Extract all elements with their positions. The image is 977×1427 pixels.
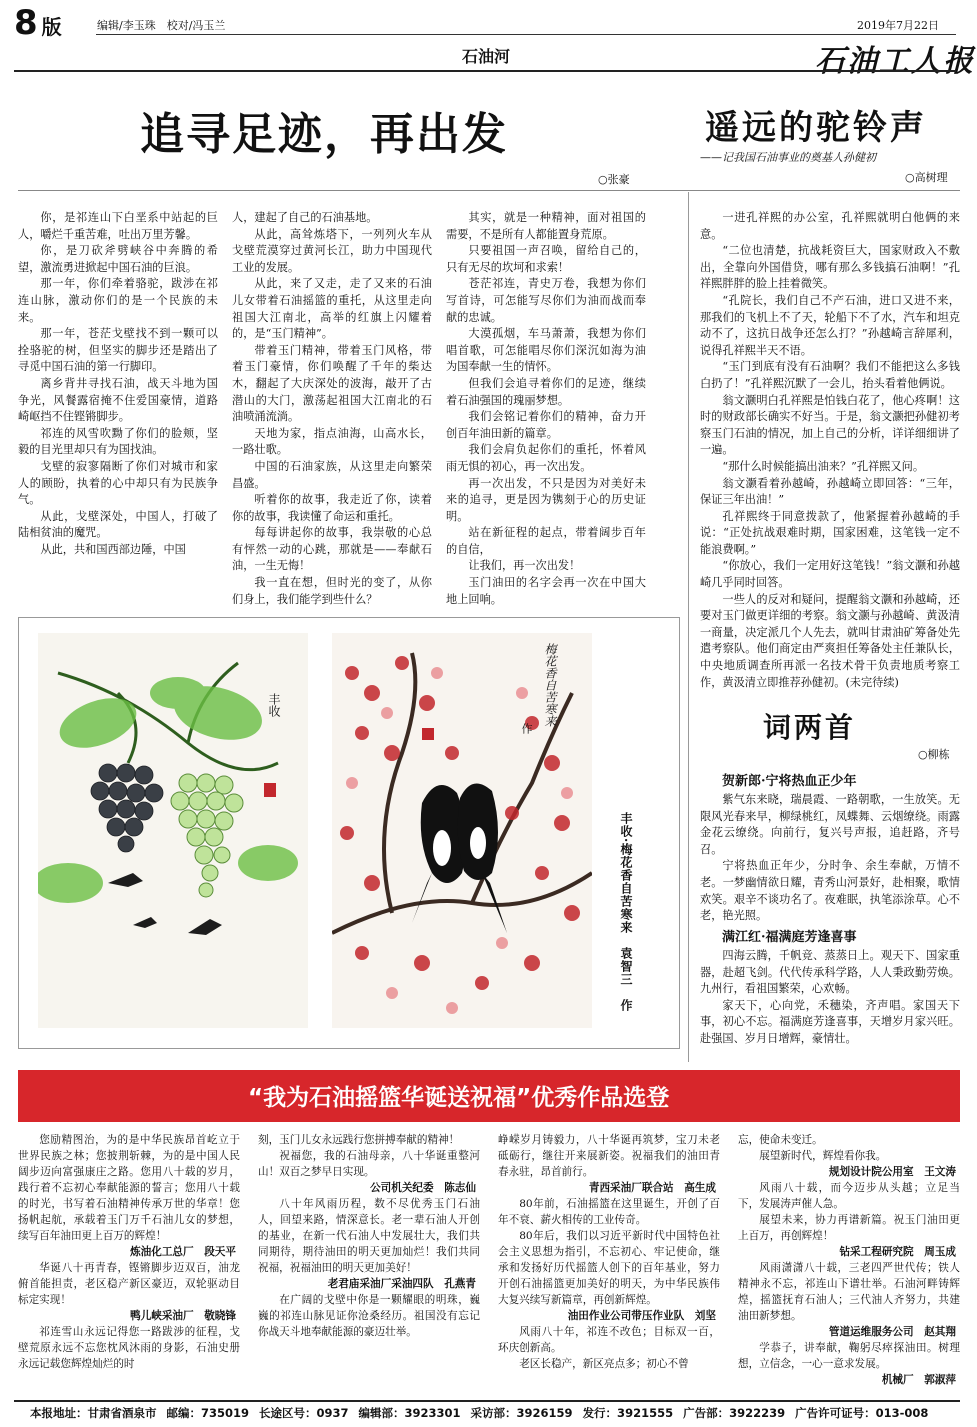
page-number	[14, 4, 62, 42]
greeting-paragraph: 刻，玉门儿女永远践行您拼搏奉献的精神！	[258, 1134, 460, 1146]
article1-paragraph: 我们会肩负起你们的重托，怀着风雨无惧的初心，再一次出发。	[446, 443, 646, 473]
greeting-paragraph: 峥嵘岁月铸毅力，八十华诞再筑梦，宝刀未老砥砺行，继往开来展新姿。祝福我们的油田青春永驻，昂首前行。	[498, 1134, 720, 1178]
plum-painting	[332, 633, 592, 1028]
poems-author: ○柳栋	[918, 748, 950, 761]
greetings-column-2	[258, 1132, 480, 1340]
column-divider	[688, 192, 689, 1062]
poem2-title: 满江红·福满庭芳逢喜事	[722, 930, 857, 945]
article2-title: 遥远的驼铃声	[705, 108, 927, 148]
poem2-stanza: 家天下，心向党，禾穗染，齐声唱。家国天下事，初心不忘。福满庭芳逢喜事，天增岁月家兴旺。赴强国、岁月日增辉，豪情壮。	[700, 998, 960, 1045]
article1-paragraph: 中国的石油家族，从这里走向繁荣昌盛。	[232, 459, 432, 490]
article1-paragraph: 从此，高耸炼塔下，一列列火车从戈壁荒漠穿过黄河长江，助力中国现代工业的发展。	[232, 227, 432, 274]
article2-paragraph: 翁文灏明白孔祥熙是怕钱白花了，他心疼啊！这时的财政部长确实不好当。于是，翁文灏把孙健初考察玉门石油的情况，加上自己的分析，详详细细讲了一遍。	[700, 393, 960, 457]
greeting-signature: 鸭儿峡采油厂 敬晓锋	[130, 1310, 236, 1322]
article1-col2-continuation: 人，建起了自己的石油基地。	[232, 211, 378, 224]
paintings-caption: 丰收·梅花香自苦寒来 袁智三 作	[619, 812, 633, 1013]
article1-column-3	[446, 210, 646, 608]
editor-credits: 编辑/李玉珠 校对/冯玉兰	[97, 19, 226, 32]
footer-item: 长途区号：0937	[259, 1406, 349, 1420]
greeting-signature: 规划设计院公用室 王文涛	[828, 1166, 956, 1178]
article1-paragraph: 带着玉门精神，带着玉门风格，带着玉门豪情，你们唤醒了千年的柴达木，翻起了大庆深处的波海，敲开了古潜山的大门，激荡起祖国大江南北的石油喷涌流淌。	[232, 343, 432, 424]
article-top-rule	[18, 190, 960, 191]
greeting-signature: 公司机关纪委 陈志仙	[370, 1182, 476, 1194]
greeting-paragraph: 您励精图治，为的是中华民族昂首屹立于世界民族之林；您披荆斩棘，为的是中国人民阔步迈向富强康庄之路。您用八十载的岁月，践行着不忘初心奉献能源的誓言；您用八十载的时光，书写着石油精神传承万世的华章！您扬帆起航，承载着玉门万千石油儿女的梦想，续写百年油田更上百万的辉煌！	[18, 1134, 240, 1242]
article1-author: ○张豪	[598, 173, 630, 186]
poem1-stanza: 紫气东来晓，瑞晨霞、一路朝歌，一生放笑。无限风光春来早，柳绿桃红，凤蝶舞、云烟缭绕。雨露金花云缭绕。向前行，复兴号声报，追赶路，齐号召。	[700, 793, 960, 856]
greeting-paragraph: 风雨潇潇八十载，三老四严世代传；铁人精神永不忘，祁连山下谱壮举。石油河畔铸辉煌，摇篮抚育石油人；三代油人齐努力，共建油田新梦想。	[738, 1262, 960, 1322]
footer-item: 发行：3921555	[582, 1406, 674, 1420]
grape-painting	[38, 633, 308, 1028]
greeting-signature: 机械厂 郭淑萍	[881, 1374, 956, 1386]
footer-item: 编辑部：3923301	[358, 1406, 461, 1420]
article1-paragraph: 每每讲起你的故事，我崇敬的心总有怦然一动的心跳，那就是——奉献石油，一生无悔！	[232, 526, 432, 573]
footer-item: 采访部：3926159	[470, 1406, 573, 1420]
greetings-column-1	[18, 1132, 240, 1372]
plum-seal	[422, 728, 434, 740]
greeting-paragraph: 华诞八十再青春，铿锵脚步迈双百，油龙俯首能担责，老区稳产新区豪迈，双轮驱动目标定实现！	[18, 1262, 240, 1306]
greeting-paragraph: 展望新时代，辉煌看你我。	[759, 1150, 887, 1162]
article1-paragraph: 听着你的故事，我走近了你，读着你的故事，我读懂了命运和重托。	[232, 493, 432, 523]
plum-inscription-date: 作	[520, 723, 533, 734]
footer-info	[30, 1405, 960, 1421]
article1-paragraph: 天地为家，指点油海，山高水长，一路壮歌。	[232, 426, 432, 457]
article2-paragraph: 一进孔祥熙的办公室，孔祥熙就明白他俩的来意。	[700, 211, 960, 241]
footer-item: 广告许可证号：013-008	[795, 1406, 929, 1420]
article1-paragraph: 你，是祁连山下白垩系中站起的巨人，嚼烂千重苦难，吐出万里芳馨。	[18, 211, 218, 241]
article1-paragraph: 站在新征程的起点，带着阔步百年的自信，	[446, 526, 646, 556]
article1-paragraph: 再一次出发，不只是因为对美好未来的追寻，更是因为镌刻于心的历史证明。	[446, 476, 646, 523]
article1-paragraph: 其实，就是一种精神，面对祖国的需要，不是所有人都能置身荒原。	[446, 211, 646, 241]
footer-item: 广告部：3922239	[683, 1406, 786, 1420]
greeting-paragraph: 祝福您，我的石油母亲，八十华诞重整河山！双百之梦早日实现。	[258, 1150, 480, 1178]
article1-paragraph: 你，是刀砍斧劈峡谷中奔腾的希望，激流勇进掀起中国石油的巨浪。	[18, 244, 218, 274]
article1-column-2	[232, 210, 432, 608]
greeting-paragraph: 老区长稳产，新区亮点多；初心不曾	[519, 1358, 689, 1370]
article1-paragraph: 玉门油田的名字会再一次在中国大地上回响。	[446, 576, 646, 606]
article1-paragraph: 那一年，苍茫戈壁找不到一颗可以拴骆驼的树，但坚实的脚步还是踏出了寻觅中国石油的第一行脚印。	[18, 327, 218, 374]
section-name: 石油河	[462, 47, 511, 66]
article1-paragraph: 祁连的风雪吹黝了你们的脸颊，坚毅的目光里却只有为国找油。	[18, 426, 218, 457]
article2-author: ○高树理	[905, 171, 948, 184]
article2-paragraph: “孔院长，我们自己不产石油，进口又进不来，那我们的飞机上不了天，轮船下不了水，汽车和坦克动不了，这抗日战争还怎么打？”孙越崎言辞犀利，说得孔祥熙半天不语。	[700, 293, 960, 357]
greetings-column-4	[738, 1132, 960, 1388]
greeting-paragraph: 在广阔的戈壁中你是一颗耀眼的明珠，巍巍的祁连山脉见证你沧桑经历。祖国没有忘记你战天斗地奉献能源的豪迈壮举。	[258, 1294, 480, 1338]
greeting-signature: 管道运维服务公司 赵其翔	[828, 1326, 956, 1338]
header-rule-top	[96, 34, 956, 35]
article1-paragraph: 离乡背井寻找石油，战天斗地为国争光，风餐露宿掩不住爱国豪情，道路崎岖挡不住铿锵脚步。	[18, 376, 218, 424]
poem1-body	[700, 792, 960, 925]
article2-paragraph: 翁文灏看着孙越崎，孙越崎立即回答：“三年，保证三年出油！”	[700, 476, 960, 507]
footer-item: 邮编：735019	[166, 1406, 250, 1420]
greeting-paragraph: 学恭子，讲奉献，鞠躬尽瘁探油田。树理想，立信念，一心一意求发展。	[738, 1342, 960, 1370]
article1-paragraph: 我一直在想，但时光的变了，从你们身上，我们能学到些什么？	[232, 576, 432, 606]
article1-paragraph: 从此，共和国西部边陲，中国	[40, 542, 186, 556]
issue-date: 2019年7月22日	[857, 19, 939, 32]
paper-name-logo: 石油工人报	[815, 44, 975, 79]
greeting-signature: 青西采油厂联合站 高生成	[588, 1182, 716, 1194]
article2-body	[700, 210, 960, 691]
poems-title: 词两首	[763, 711, 857, 744]
article2-paragraph: 孔祥熙终于同意拨款了，他紧握着孙越崎的手说：“正处抗战艰难时期，国家困难，这笔钱一定不能浪费啊。”	[700, 509, 960, 556]
footer-item: 本报地址：甘肃省酒泉市	[30, 1406, 157, 1420]
article1-paragraph: 那一年，你们牵着骆驼，跋涉在祁连山脉，激动你们的是一个民族的未来。	[18, 277, 218, 324]
page-number-digit: 8	[14, 3, 38, 43]
banner-title: “我为石油摇篮华诞送祝福”优秀作品选登	[248, 1085, 670, 1111]
article2-paragraph: “二位也清楚，抗战耗资巨大，国家财政入不敷出，全靠向外国借贷，哪有那么多钱搞石油啊！”孔祥熙胖胖的脸上挂着微笑。	[700, 244, 960, 291]
page-number-suffix: 版	[41, 15, 62, 39]
article1-paragraph: 大漠孤烟，车马萧萧，我想为你们唱首歌，可怎能唱尽你们深沉如海为油为国奉献一生的情怀。	[446, 327, 646, 374]
article1-paragraph: 从此，戈壁深处，中国人，打破了陆相贫油的魔咒。	[18, 509, 218, 540]
article2-paragraph: “你放心，我们一定用好这笔钱！”翁文灏和孙越崎几乎同时回答。	[700, 559, 960, 590]
greeting-paragraph: 八十年风雨历程，数不尽优秀玉门石油人，回望来路，情深意长。老一辈石油人开创的基业，在新一代石油人中发展壮大，我们共同期待，期待油田的明天更加灿烂！我们共同祝福，祝福油田的明天更加美好！	[258, 1198, 480, 1274]
article2-subtitle: ——记我国石油事业的奠基人孙健初	[700, 151, 876, 164]
greeting-signature: 炼油化工总厂 段天平	[130, 1246, 236, 1258]
poem1-title: 贺新郎·宁将热血正少年	[722, 774, 857, 789]
greetings-column-3	[498, 1132, 720, 1372]
article2-paragraph: “那什么时候能搞出油来？”孔祥熙又问。	[722, 459, 925, 473]
article1-column-1	[18, 210, 218, 558]
article1-paragraph: 只要祖国一声召唤，留给自己的，只有无尽的坎坷和求索！	[446, 244, 646, 274]
poem2-stanza: 四海云腾，千帆竞、蒸蒸日上。观天下、国家重器，赴超飞剑。代代传承科学路，人人秉政勤劳焕。九州行，看祖国繁荣，心欢畅。	[700, 949, 960, 996]
greeting-paragraph: 风雨八十载，而今迈步从头越；立足当下，发展涛声催人急。	[738, 1182, 960, 1210]
greeting-paragraph: 风雨八十年，祁连不改色；目标双一百，环庆创新高。	[498, 1326, 720, 1354]
grape-seal	[264, 783, 276, 797]
greeting-paragraph: 80年前，石油摇篮在这里诞生，开创了百年不衰、薪火相传的工业传奇。	[498, 1198, 720, 1226]
article1-paragraph: 我们会铭记着你们的精神，奋力开创百年油田新的篇章。	[446, 410, 646, 440]
footer-rule	[14, 1400, 960, 1402]
poem1-stanza: 宁将热血正年少，分时争、余生奉献，万情不老。一梦幽情欲日耀，青秀山河景好，赴相聚，歌情欢笑。艰辛不谈功名了。夜难眠，执笔添涂草。心不老，艳光照。	[700, 859, 960, 923]
article1-title: 追寻足迹，再出发	[140, 109, 508, 160]
greeting-signature: 钻采工程研究院 周玉成	[839, 1246, 956, 1258]
grape-inscription: 丰收	[267, 693, 281, 717]
greeting-paragraph: 祁连雪山永远记得您一路跋涉的征程，戈壁荒原永远不忘您枕风沐雨的身影，石油史册永远记载您辉煌灿烂的时	[18, 1326, 240, 1370]
article1-paragraph: 但我们会追寻着你们的足迹，继续着石油强国的瑰丽梦想。	[446, 376, 646, 407]
article2-paragraph: 一些人的反对和疑问，提醒翁文灏和孙越崎，还要对玉门做更详细的考察。翁文灏与孙越崎、黄汲清一商量，决定派几个人先去，就叫甘肃油矿筹备处先遣考察队。他们商定由严爽担任筹备处主任兼队长，中央地质调查所再派一名技术骨干负责地质考察工作，黄汲清立即推荐孙健初。(未完待续)	[700, 592, 960, 689]
greeting-signature: 老君庙采油厂采油四队 孔燕青	[327, 1278, 476, 1290]
article1-paragraph: 戈壁的寂寥隔断了你们对城市和家人的顾盼，执着的心中却只有为民族争气。	[18, 459, 218, 507]
article1-paragraph: 让我们，再一次出发！	[468, 559, 581, 573]
greeting-signature: 油田作业公司带压作业队 刘坚	[567, 1310, 716, 1322]
greeting-paragraph: 80年后，我们以习近平新时代中国特色社会主义思想为指引，不忘初心、牢记使命，继承和发扬好历代摇篮人创下的百年基业，努力开创石油摇篮更加美好的明天，为中华民族伟大复兴续写新篇章，再创新辉煌。	[498, 1230, 720, 1306]
header-rule-bottom	[14, 70, 956, 72]
article2-paragraph: “玉门到底有没有石油啊？我们不能把这么多钱白扔了！”孔祥熙沉默了一会儿，抬头看着他俩说。	[700, 360, 960, 390]
article1-paragraph: 从此，来了又走，走了又来的石油儿女带着石油摇篮的重托，从这里走向祖国大江南北，高举的红旗上闪耀着的，是“玉门精神”。	[232, 277, 432, 341]
article1-paragraph: 苍茫祁连，青史万卷，我想为你们写首诗，可怎能写尽你们为油而战而奉献的忠诚。	[446, 277, 646, 324]
poem2-body	[700, 948, 960, 1048]
greeting-paragraph: 展望未来，协力再谱新篇。祝玉门油田更上百万，再创辉煌！	[738, 1214, 960, 1242]
plum-inscription: 梅花香自苦寒来	[543, 643, 557, 727]
greeting-paragraph: 忘，使命未变迁。	[738, 1134, 823, 1146]
